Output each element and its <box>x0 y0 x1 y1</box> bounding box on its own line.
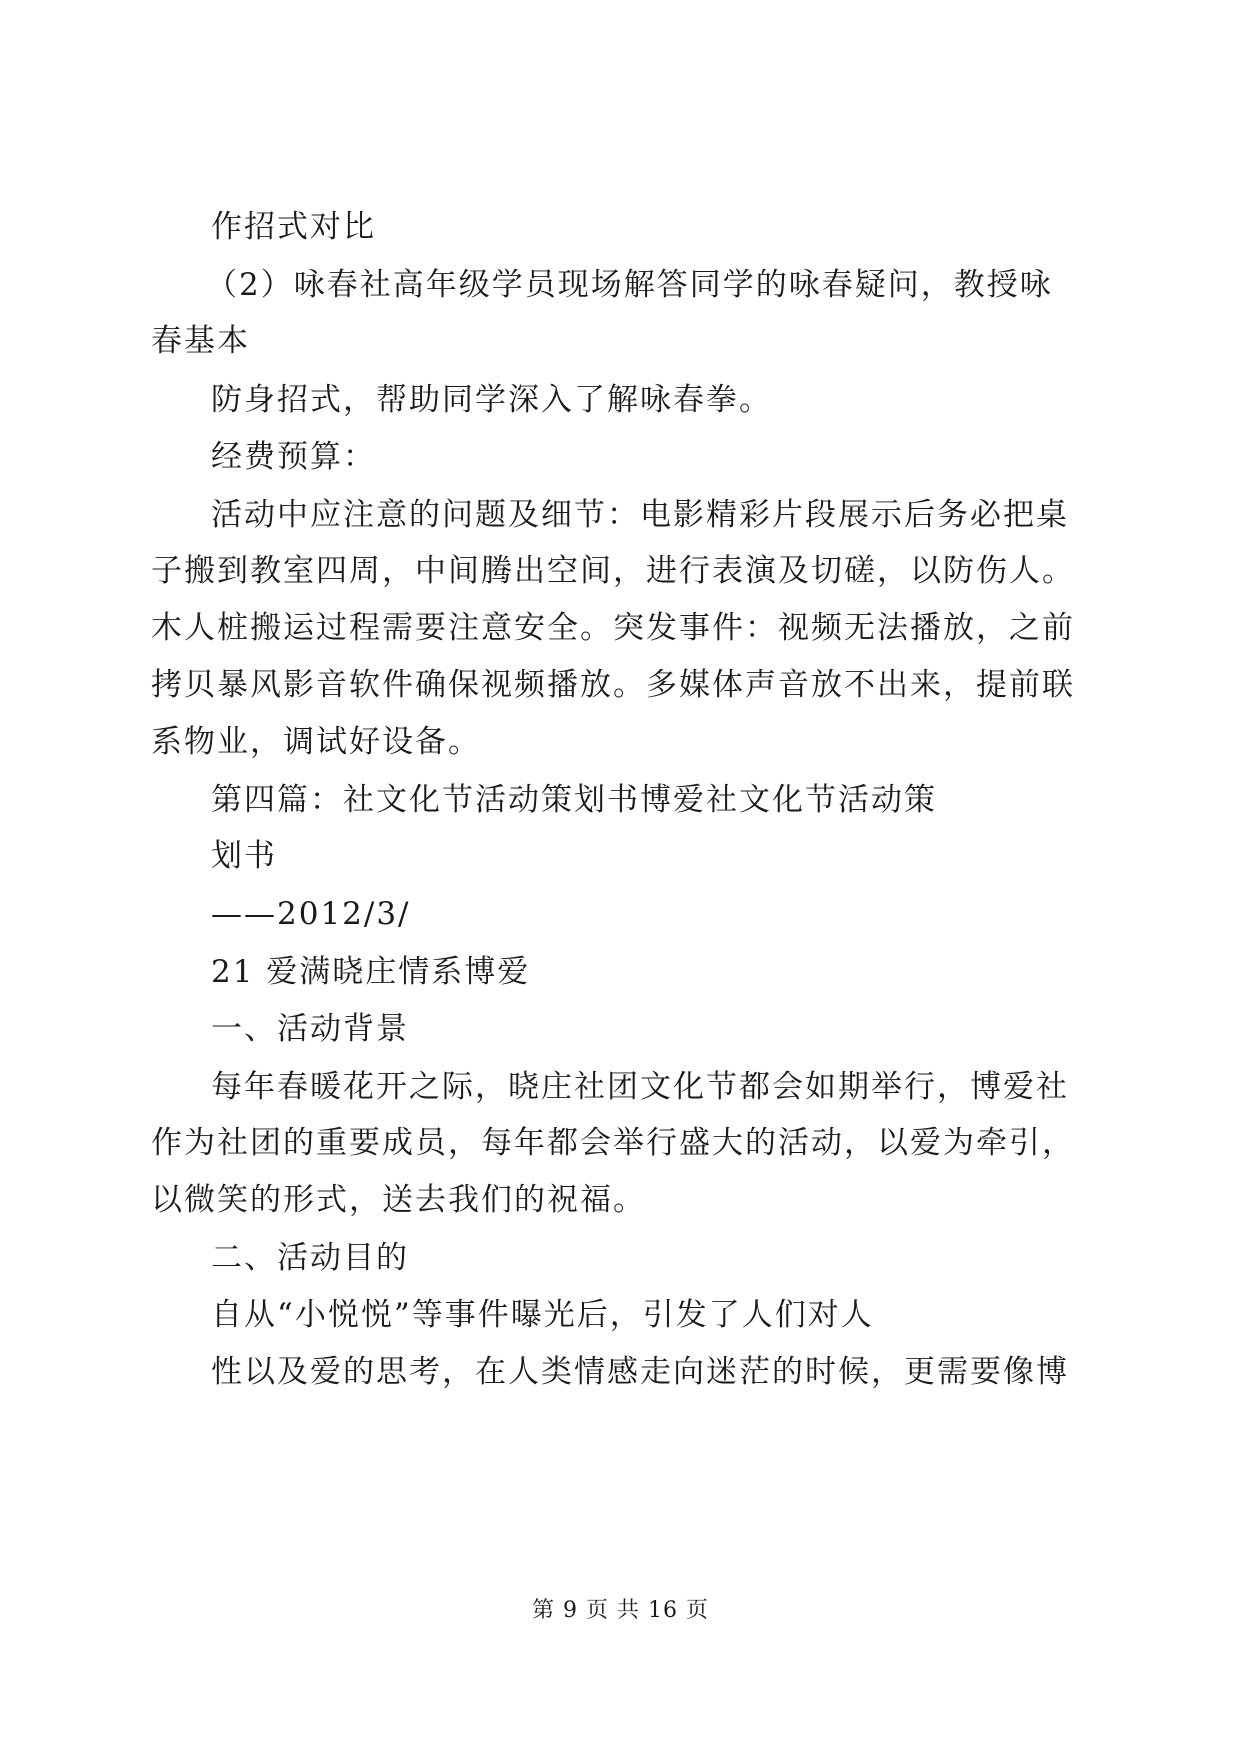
date-line: ——2012/3/ <box>211 896 411 932</box>
section-heading: 二、活动目的 <box>211 1240 409 1276</box>
paragraph-line: 21 爱满晓庄情系博爱 <box>211 954 531 990</box>
paragraph-line: 木人桩搬运过程需要注意安全。突发事件：视频无法播放，之前 <box>151 610 1075 646</box>
paragraph-line: 活动中应注意的问题及细节：电影精彩片段展示后务必把桌 <box>211 497 1069 533</box>
section-heading: 第四篇：社文化节活动策划书博爱社文化节活动策 <box>211 782 937 818</box>
paragraph-line: （2）咏春社高年级学员现场解答同学的咏春疑问，教授咏 <box>206 267 1053 303</box>
page-footer: 第 9 页 共 16 页 <box>532 1598 709 1623</box>
paragraph-line: 每年春暖花开之际，晓庄社团文化节都会如期举行，博爱社 <box>211 1069 1069 1105</box>
paragraph-line: 自从“小悦悦”等事件曝光后，引发了人们对人 <box>211 1297 874 1333</box>
paragraph-line: 子搬到教室四周，中间腾出空间，进行表演及切磋，以防伤人。 <box>151 553 1075 589</box>
paragraph-line: 划书 <box>211 838 277 874</box>
section-heading: 一、活动背景 <box>211 1011 409 1047</box>
paragraph-line: 防身招式，帮助同学深入了解咏春拳。 <box>211 382 772 418</box>
paragraph-line: 春基本 <box>151 323 250 359</box>
paragraph-line: 经费预算： <box>211 439 376 475</box>
paragraph-line: 性以及爱的思考，在人类情感走向迷茫的时候，更需要像博 <box>211 1354 1069 1390</box>
paragraph-line: 拷贝暴风影音软件确保视频播放。多媒体声音放不出来，提前联 <box>151 667 1075 703</box>
paragraph-line: 以微笑的形式，送去我们的祝福。 <box>151 1182 646 1218</box>
paragraph-line: 系物业，调试好设备。 <box>151 724 481 760</box>
paragraph-line: 作为社团的重要成员，每年都会举行盛大的活动，以爱为牵引， <box>151 1125 1075 1161</box>
paragraph-line: 作招式对比 <box>211 209 376 245</box>
